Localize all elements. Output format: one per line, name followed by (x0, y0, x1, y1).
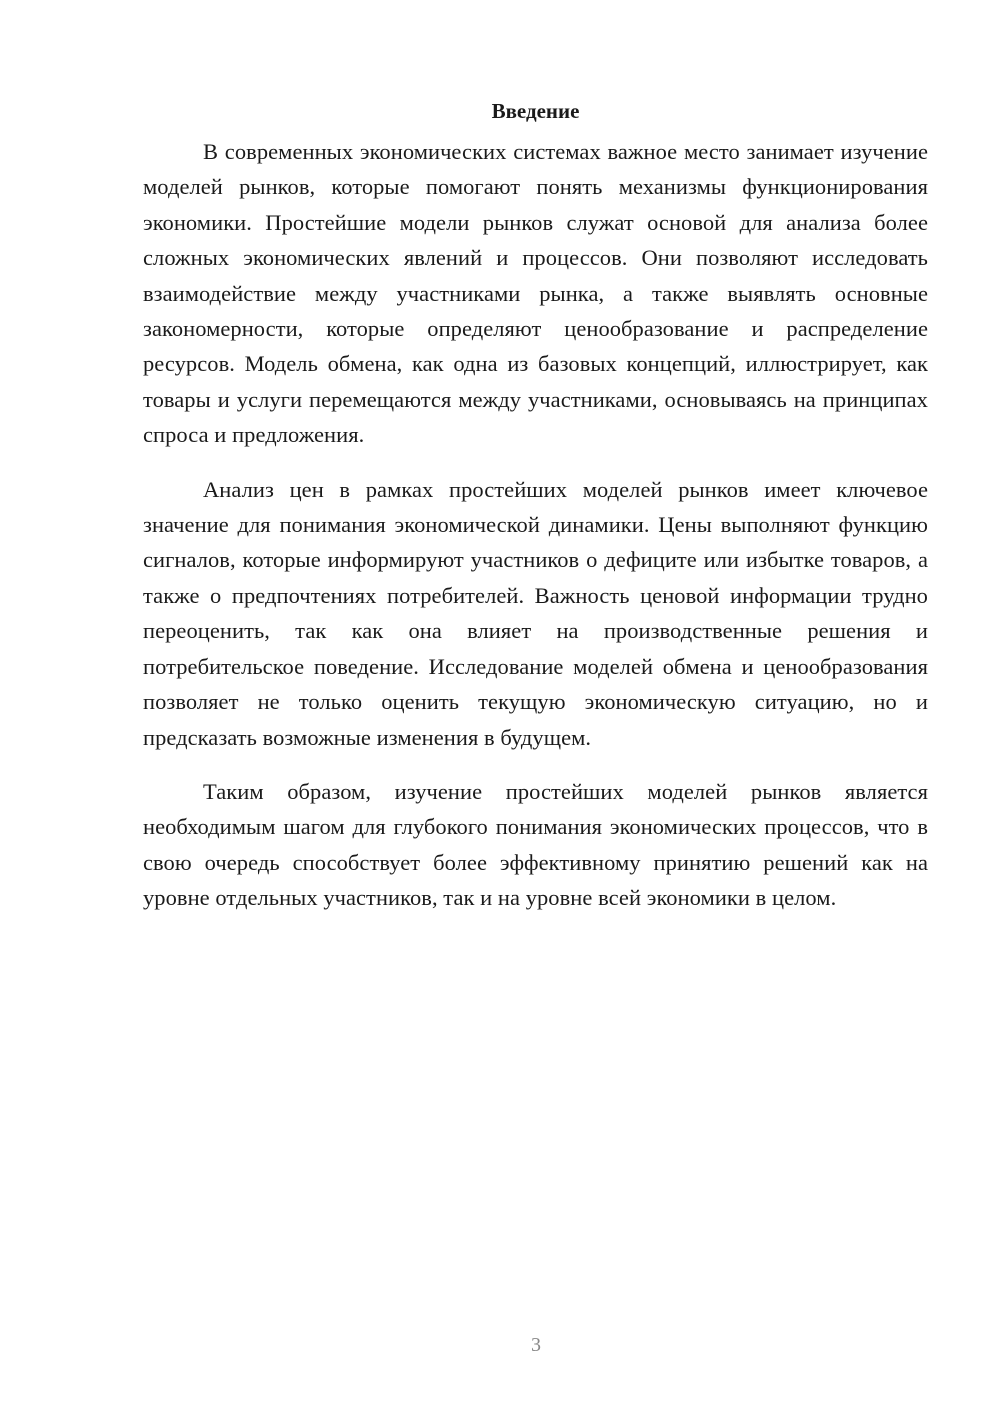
paragraph-3: Таким образом, изучение простейших моделей рынков является необходимым шагом для глубокого понимания экономических процессов, что в свою очередь способствует более эффективному принятию решений как на уровне отдельных участников, так и на уровне всей экономики в целом. (143, 778, 928, 911)
paragraph-2: Анализ цен в рамках простейших моделей рынков имеет ключевое значение для понимания экономической динамики. Цены выполняют функцию сигналов, которые информируют участников о дефиците или избытке товаров, а также о предпочтениях потребителей. Важность ценовой информации трудно переоценить, так как она влияет на производственные решения и потребительское поведение. Исследование моделей обмена и ценообразования позволяет не только оценить текущую экономическую ситуацию, но и предсказать возможные изменения в будущем. (143, 476, 928, 750)
page-number: 3 (531, 1334, 541, 1356)
page-content (143, 96, 928, 935)
paragraph-1: В современных экономических системах важное место занимает изучение моделей рынков, которые помогают понять механизмы функционирования экономики. Простейшие модели рынков служат основой для анализа более сложных экономических явлений и процессов. Они позволяют исследовать взаимодействие между участниками рынка, а также выявлять основные закономерности, которые определяют ценообразование и распределение ресурсов. Модель обмена, как одна из базовых концепций, иллюстрирует, как товары и услуги перемещаются между участниками, основываясь на принципах спроса и предложения. (143, 139, 928, 448)
section-heading: Введение (491, 99, 580, 123)
